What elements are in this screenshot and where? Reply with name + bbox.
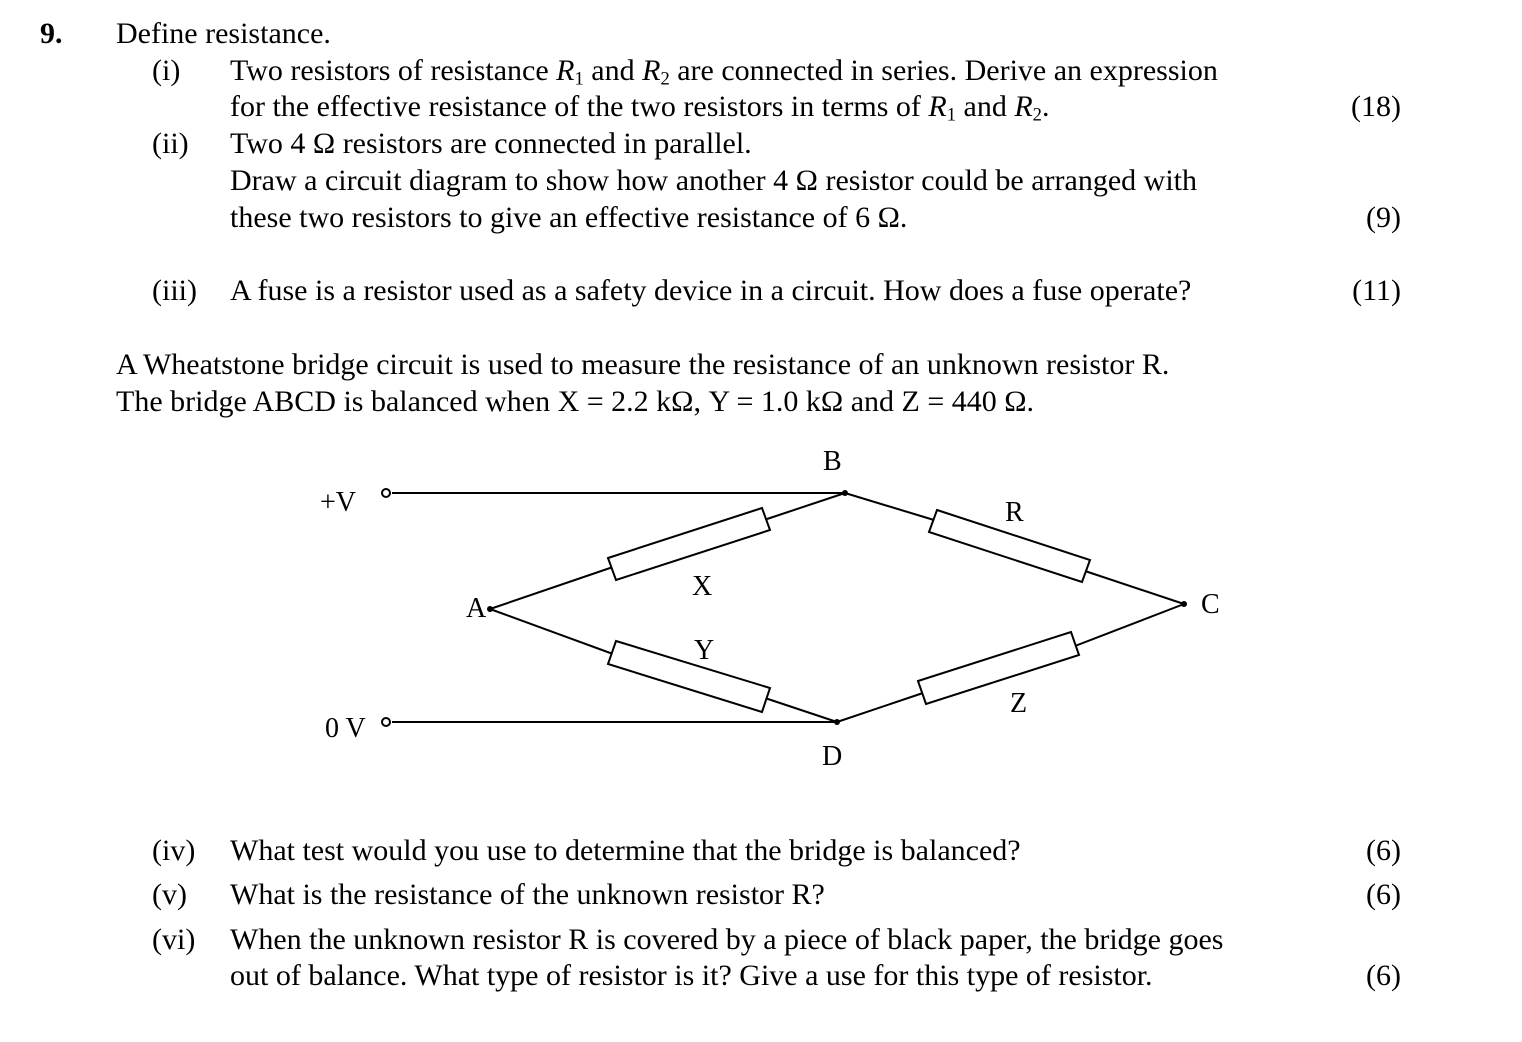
question-intro: Define resistance. <box>116 17 331 50</box>
zero-terminal <box>382 718 390 726</box>
part-ii-line-1: Two 4 Ω resistors are connected in parallel. <box>230 127 752 160</box>
wire-a-to-y <box>490 609 613 654</box>
part-i-marks: (18) <box>1351 90 1401 123</box>
wire-a-to-x <box>490 567 613 609</box>
resistor-x <box>608 508 770 580</box>
part-iii-marks: (11) <box>1352 274 1401 307</box>
part-iv-marks: (6) <box>1366 834 1401 867</box>
part-i-line-1: Two resistors of resistance $R_1$ and $R_2$ are connected in series. Derive an expression <box>230 54 1218 90</box>
label-resistor-x: X <box>692 571 713 602</box>
label-resistor-z: Z <box>1010 688 1028 719</box>
part-v-line-1: What is the resistance of the unknown resistor R? <box>230 878 825 911</box>
resistor-y <box>608 641 770 712</box>
label-resistor-r: R <box>1005 497 1024 528</box>
wire-y-to-d <box>765 698 837 722</box>
bridge-text-line-2: The bridge ABCD is balanced when X = 2.2 kΩ, Y = 1.0 kΩ and Z = 440 Ω. <box>116 385 1035 418</box>
part-v-label: (v) <box>152 878 187 911</box>
wire-r-to-c <box>1085 571 1184 604</box>
part-vi-marks: (6) <box>1366 959 1401 992</box>
part-ii-line-3: these two resistors to give an effective resistance of 6 Ω. <box>230 201 908 234</box>
node-a-dot <box>487 606 493 612</box>
part-ii-marks: (9) <box>1366 201 1401 234</box>
part-vi-line-1: When the unknown resistor R is covered by a piece of black paper, the bridge goes <box>230 923 1224 956</box>
node-d-dot <box>834 719 840 725</box>
label-resistor-y: Y <box>694 635 715 666</box>
part-i-label: (i) <box>152 54 181 87</box>
part-iii-label: (iii) <box>152 274 197 307</box>
part-iv-label: (iv) <box>152 834 196 867</box>
wire-d-to-z <box>837 693 923 722</box>
label-positive-supply: +V <box>320 487 357 518</box>
part-ii-label: (ii) <box>152 127 189 160</box>
part-iv-line-1: What test would you use to determine that the bridge is balanced? <box>230 834 1021 867</box>
label-node-d: D <box>822 741 843 772</box>
resistor-z <box>918 632 1079 704</box>
part-v-marks: (6) <box>1366 878 1401 911</box>
node-c-dot <box>1181 601 1187 607</box>
part-iii-line-1: A fuse is a resistor used as a safety device in a circuit. How does a fuse operate? <box>230 274 1192 307</box>
part-i-line-2: for the effective resistance of the two resistors in terms of $R_1$ and $R_2$. <box>230 90 1050 126</box>
wire-x-to-b <box>767 493 845 519</box>
wire-z-to-c <box>1075 604 1184 646</box>
part-vi-line-2: out of balance. What type of resistor is it? Give a use for this type of resistor. <box>230 959 1153 992</box>
question-number: 9. <box>40 17 63 50</box>
label-zero-supply: 0 V <box>325 713 366 744</box>
label-node-c: C <box>1201 589 1220 620</box>
label-node-b: B <box>823 446 842 477</box>
positive-terminal <box>382 489 390 497</box>
node-b-dot <box>842 490 848 496</box>
part-ii-line-2: Draw a circuit diagram to show how another 4 Ω resistor could be arranged with <box>230 164 1198 197</box>
label-node-a: A <box>466 593 487 624</box>
part-vi-label: (vi) <box>152 923 196 956</box>
wire-b-to-r <box>845 493 934 520</box>
bridge-text-line-1: A Wheatstone bridge circuit is used to measure the resistance of an unknown resistor R. <box>116 348 1170 381</box>
